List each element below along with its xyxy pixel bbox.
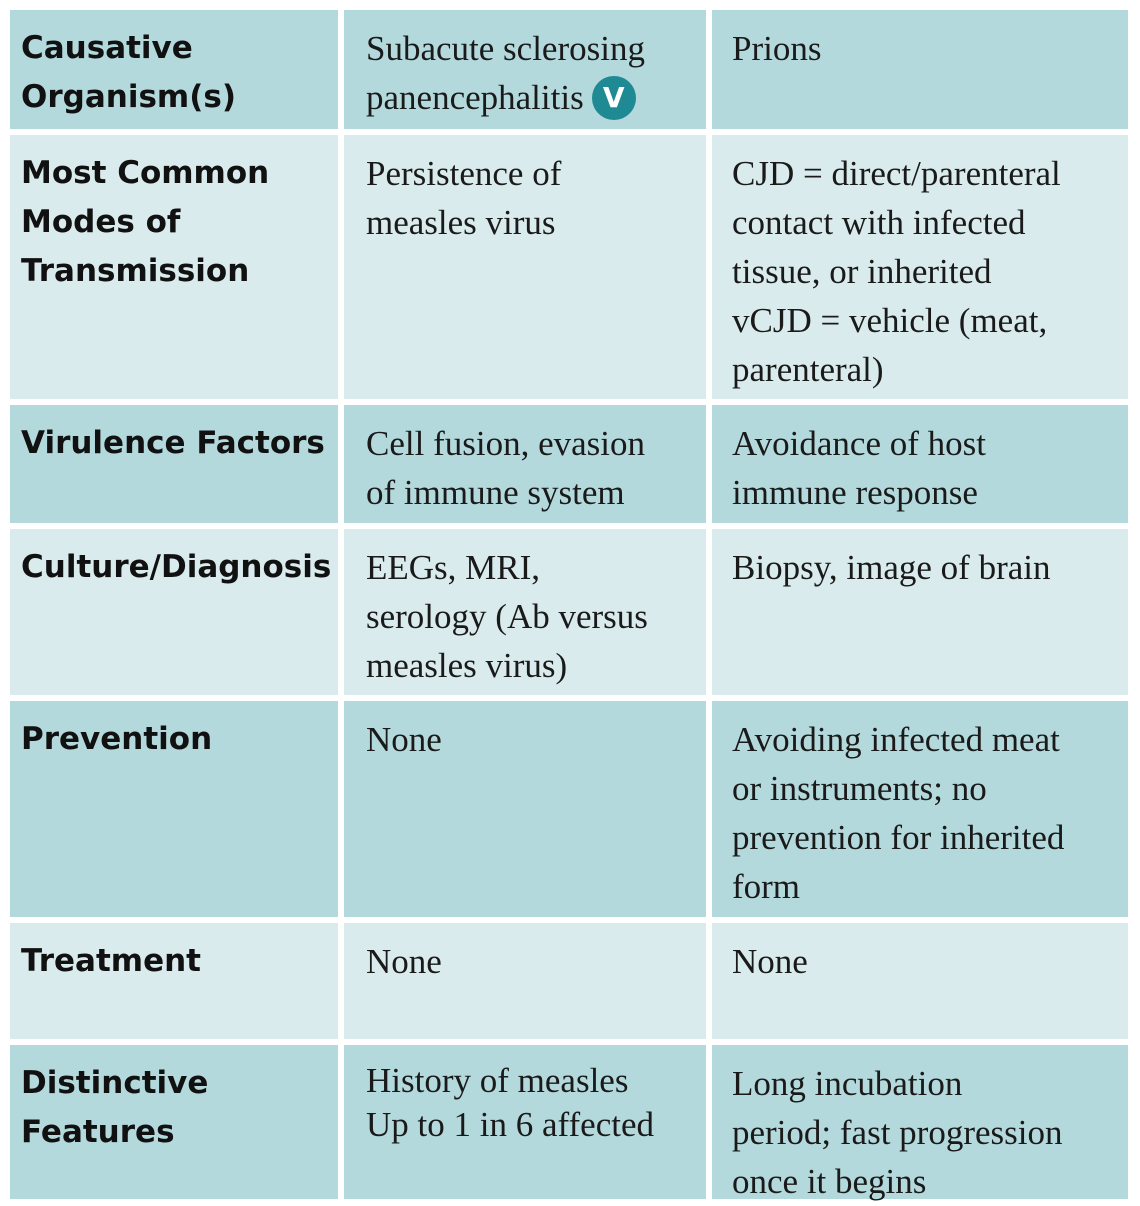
row-header-treatment: Treatment	[10, 923, 344, 1039]
row-header-transmission: Most Common Modes of Transmission	[10, 135, 344, 399]
cell-prions-virulence: Avoidance of host immune response	[732, 424, 987, 512]
cell-prions-organism: Prions	[732, 29, 822, 68]
table-row	[10, 10, 1128, 135]
table-row	[10, 701, 1128, 923]
row-header-distinctive-features: Distinctive Features	[10, 1045, 344, 1199]
row-header-prevention: Prevention	[10, 701, 344, 917]
cell-sspe-organism: Subacute sclerosing panencephalitis V	[344, 10, 712, 129]
cell-sspe-diagnosis: EEGs, MRI, serology (Ab versus measles virus)	[344, 529, 712, 695]
cell-sspe-features: History of measles Up to 1 in 6 affected	[344, 1045, 712, 1199]
cell-sspe-prevention: None	[344, 701, 712, 917]
table-row	[10, 1045, 1128, 1205]
row-header-causative-organisms: Causative Organism(s)	[10, 10, 344, 129]
cell-prions-features: Long incubation period; fast progression once it begins	[732, 1064, 1063, 1201]
virus-badge-icon: V	[592, 76, 636, 120]
comparison-table	[10, 10, 1128, 1205]
cell-sspe-virulence: Cell fusion, evasion of immune system	[344, 405, 712, 523]
row-header-virulence-factors: Virulence Factors	[10, 405, 344, 523]
cell-prions-prevention: Avoiding infected meat or instruments; no prevention for inherited form	[732, 720, 1065, 906]
row-header-culture-diagnosis: Culture/Diagnosis	[10, 529, 344, 695]
table-row	[10, 529, 1128, 701]
table-row	[10, 923, 1128, 1045]
cell-prions-diagnosis: Biopsy, image of brain	[732, 548, 1051, 587]
table-row	[10, 405, 1128, 529]
cell-sspe-treatment: None	[344, 923, 712, 1039]
cell-prions-treatment: None	[732, 942, 808, 981]
cell-sspe-transmission: Persistence of measles virus	[344, 135, 712, 399]
cell-prions-transmission: CJD = direct/parenteral contact with infected tissue, or inherited vCJD = vehicle (meat, parenteral)	[732, 154, 1061, 389]
table-row	[10, 135, 1128, 405]
